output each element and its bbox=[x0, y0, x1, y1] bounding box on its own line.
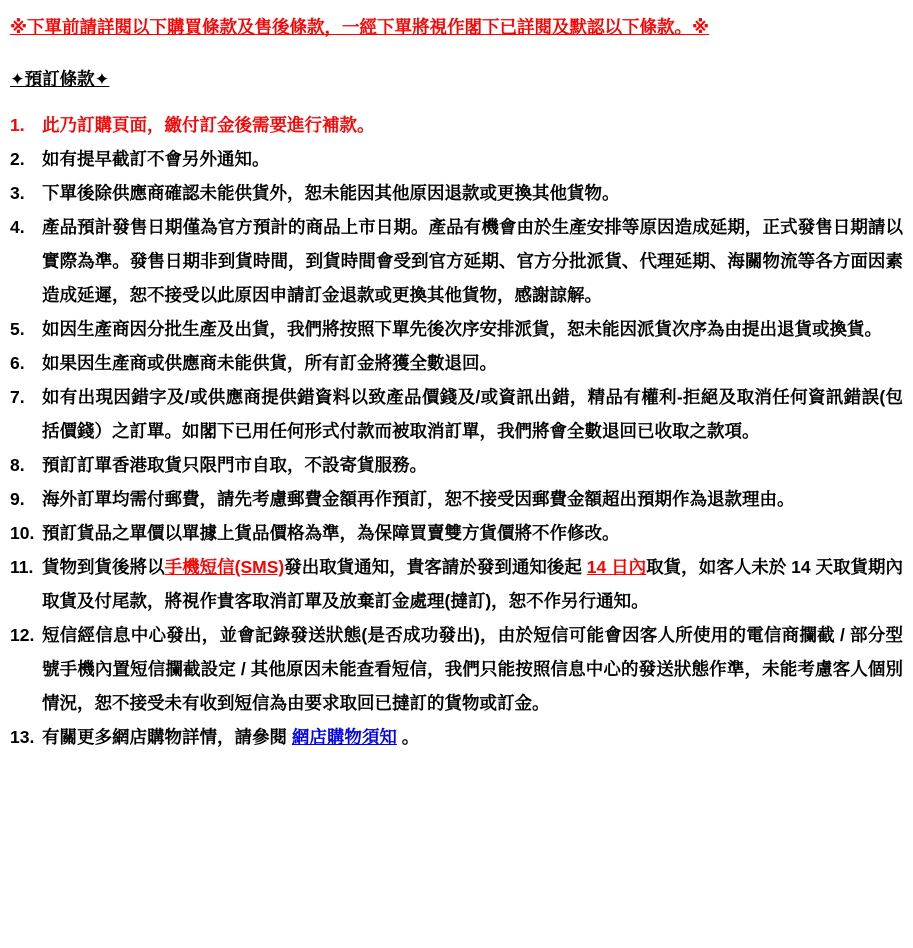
term-number: 11. bbox=[10, 557, 34, 577]
term-text: 有關更多網店購物詳情，請參閱 網店購物須知 。 bbox=[42, 727, 420, 747]
term-number: 8. bbox=[10, 455, 25, 475]
highlight-text: 手機短信(SMS) bbox=[164, 557, 285, 577]
term-item bbox=[10, 312, 903, 346]
term-number: 3. bbox=[10, 183, 25, 203]
term-item bbox=[10, 346, 903, 380]
term-number: 12. bbox=[10, 625, 35, 645]
purchase-notice-header: ※下單前請詳閱以下購買條款及售後條款，一經下單將視作閣下已詳閱及默認以下條款。※ bbox=[10, 17, 710, 37]
highlight-text: 14 日內 bbox=[586, 557, 647, 577]
term-item bbox=[10, 720, 903, 754]
term-text: 如有提早截訂不會另外通知。 bbox=[42, 149, 270, 169]
term-number: 2. bbox=[10, 149, 25, 169]
term-text: 如有出現因錯字及/或供應商提供錯資料以致產品價錢及/或資訊出錯，精品有權利-拒絕及取消任何資訊錯誤(包括價錢）之訂單。如閣下已用任何形式付款而被取消訂單，我們將會全數退回已收取之款項。 bbox=[42, 387, 903, 441]
term-text: 如果因生產商或供應商未能供貨，所有訂金將獲全數退回。 bbox=[42, 353, 497, 373]
term-item bbox=[10, 108, 903, 142]
term-text: 如因生產商因分批生產及出貨，我們將按照下單先後次序安排派貨，恕未能因派貨次序為由提出退貨或換貨。 bbox=[42, 319, 882, 339]
term-text: 短信經信息中心發出，並會記錄發送狀態(是否成功發出)，由於短信可能會因客人所使用的電信商攔截 / 部分型號手機內置短信攔截設定 / 其他原因未能查看短信，我們只能按照信息中心的發送狀態作準，未能考慮客人個別情況，恕不接受未有收到短信為由要求取回已撻訂的貨物或訂金。 bbox=[42, 625, 903, 713]
term-number: 10. bbox=[10, 523, 35, 543]
term-item bbox=[10, 448, 903, 482]
term-text: 預訂貨品之單價以單據上貨品價格為準，為保障買賣雙方貨價將不作修改。 bbox=[42, 523, 620, 543]
term-text: 預訂訂單香港取貨只限門市自取，不設寄貨服務。 bbox=[42, 455, 427, 475]
term-item bbox=[10, 176, 903, 210]
term-text: 海外訂單均需付郵費，請先考慮郵費金額再作預訂，恕不接受因郵費金額超出預期作為退款理由。 bbox=[42, 489, 795, 509]
term-item bbox=[10, 482, 903, 516]
preorder-terms-title: ✦預訂條款✦ bbox=[10, 69, 110, 89]
term-number: 1. bbox=[10, 115, 25, 135]
term-text: 此乃訂購頁面，繳付訂金後需要進行補款。 bbox=[42, 115, 375, 135]
term-item bbox=[10, 550, 903, 618]
term-item bbox=[10, 618, 903, 720]
term-number: 9. bbox=[10, 489, 25, 509]
terms-list bbox=[10, 108, 903, 754]
term-number: 7. bbox=[10, 387, 25, 407]
term-number: 5. bbox=[10, 319, 25, 339]
term-number: 13. bbox=[10, 727, 35, 747]
term-text: 下單後除供應商確認未能供貨外，恕未能因其他原因退款或更換其他貨物。 bbox=[42, 183, 620, 203]
term-number: 4. bbox=[10, 217, 25, 237]
term-item bbox=[10, 142, 903, 176]
term-text: 產品預計發售日期僅為官方預計的商品上市日期。產品有機會由於生產安排等原因造成延期，正式發售日期請以實際為準。發售日期非到貨時間，到貨時間會受到官方延期、官方分批派貨、代理延期、海關物流等各方面因素造成延遲，恕不接受以此原因申請訂金退款或更換其他貨物，感謝諒解。 bbox=[42, 217, 903, 305]
term-number: 6. bbox=[10, 353, 25, 373]
shop-guide-link[interactable]: 網店購物須知 bbox=[291, 727, 397, 747]
term-item bbox=[10, 516, 903, 550]
term-text: 貨物到貨後將以手機短信(SMS)發出取貨通知，貴客請於發到通知後起 14 日內取貨，如客人未於 14 天取貨期內取貨及付尾款，將視作貴客取消訂單及放棄訂金處理(撻訂)，恕不作另行通知。 bbox=[42, 557, 903, 611]
term-item bbox=[10, 210, 903, 312]
term-item bbox=[10, 380, 903, 448]
